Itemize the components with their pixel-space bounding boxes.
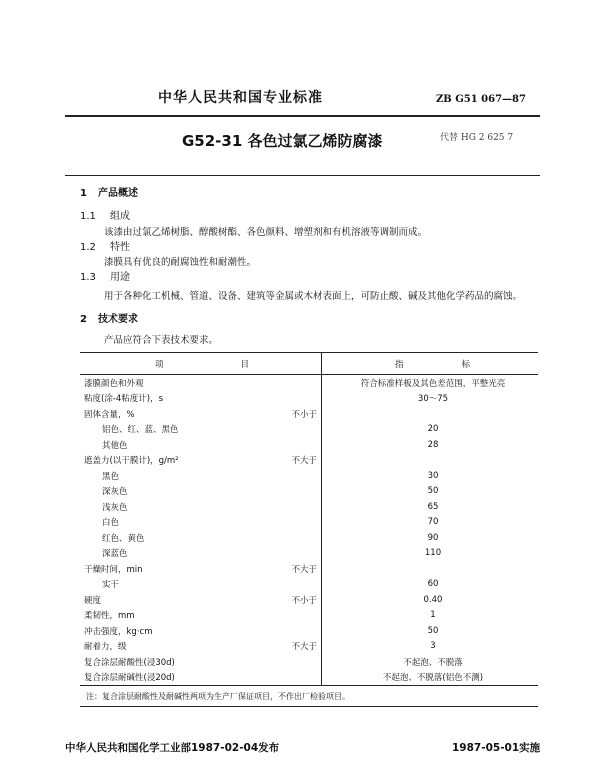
table-row [80, 639, 538, 655]
item-label: 遮盖力(以干膜计)，g/m² [84, 456, 179, 467]
section-1-heading [80, 184, 138, 199]
table-row [80, 577, 538, 593]
table-row [80, 515, 538, 531]
item-label: 耐着力，级 [84, 642, 127, 653]
item-label: 红色、黄色 [102, 533, 145, 544]
section-number: 1.1 [80, 211, 96, 222]
header-spec: 指 标 [328, 353, 538, 375]
item-label: 实干 [102, 580, 120, 591]
item-label: 白色 [102, 518, 120, 529]
table-row [80, 437, 538, 453]
item-label: 固体含量，% [84, 409, 135, 420]
row-value: 3 [430, 641, 436, 652]
row-value: 60 [427, 579, 439, 590]
item-label: 黑色 [102, 471, 120, 482]
section-1-1-heading [80, 207, 130, 222]
table-row [80, 561, 538, 577]
section-number: 1.3 [80, 272, 96, 283]
row-value [328, 406, 538, 422]
item-limit: 不小于 [291, 409, 317, 420]
section-2-text: 产品应符合下表技术要求。 [104, 335, 219, 346]
item-label: 干燥时间，min [84, 564, 143, 575]
row-value: 30～75 [417, 394, 449, 405]
section-2-heading [80, 310, 138, 325]
row-item [80, 375, 322, 391]
row-item [80, 546, 322, 562]
section-number: 2 [80, 314, 87, 325]
section-title: 组成 [110, 211, 130, 222]
row-value: 90 [427, 532, 439, 543]
section-1-1-text: 该漆由过氯乙烯树脂、醇酸树酯、各色颜料、增塑剂和有机溶液等调制而成。 [104, 227, 428, 238]
row-value: 符合标准样板及其色差范围，平整光亮 [360, 378, 506, 389]
item-limit: 不大于 [291, 456, 317, 467]
section-1-3-text: 用于各种化工机械、管道、设备、建筑等金属或木材表面上，可防止酸、碱及其他化学药品的腐蚀。 [104, 291, 523, 302]
table-row [80, 654, 538, 670]
row-item [80, 499, 322, 515]
row-item [80, 422, 322, 438]
table-header-row [80, 353, 538, 375]
table-row [80, 670, 538, 686]
table-note-row [80, 686, 538, 707]
replaces-note: 代替 HG 2 625 7 [440, 133, 514, 143]
table-row [80, 484, 538, 500]
table-row [80, 406, 538, 422]
row-value: 70 [427, 517, 439, 528]
row-item [80, 654, 322, 670]
row-item [80, 623, 322, 639]
row-value: 1 [430, 610, 436, 621]
item-label: 柔韧性，mm [84, 611, 135, 622]
item-label: 其他色 [102, 440, 128, 451]
row-item [80, 406, 322, 422]
section-title: 产品概述 [98, 188, 138, 199]
item-label: 漆膜颜色和外观 [84, 378, 144, 389]
header-item: 项 目 [80, 353, 322, 375]
effective-date: 1987-05-01实施 [452, 742, 541, 754]
table-row [80, 375, 538, 391]
row-value: 28 [427, 439, 439, 450]
table-row [80, 468, 538, 484]
item-limit: 不大于 [291, 642, 317, 653]
tech-requirements-table [80, 352, 538, 707]
section-number: 1 [80, 188, 87, 199]
item-label: 硬度 [84, 595, 102, 606]
row-value [328, 453, 538, 469]
row-item [80, 577, 322, 593]
row-value: 0.40 [423, 594, 443, 605]
section-title: 技术要求 [98, 314, 138, 325]
document-title: G52-31 各色过氯乙烯防腐漆 [182, 132, 383, 150]
table-row [80, 546, 538, 562]
table-row [80, 623, 538, 639]
item-limit: 不大于 [291, 564, 317, 575]
title-rule [65, 175, 540, 176]
row-value: 不起泡、不脱落 [403, 657, 463, 668]
item-label: 浅灰色 [102, 502, 128, 513]
row-value: 20 [427, 424, 439, 435]
table-row [80, 592, 538, 608]
item-label: 粘度(涂-4粘度计)，s [84, 394, 164, 405]
row-item [80, 592, 322, 608]
row-value: 110 [424, 548, 442, 559]
item-limit: 不小于 [291, 595, 317, 606]
row-item [80, 437, 322, 453]
issue-info: 中华人民共和国化学工业部1987-02-04发布 [65, 742, 280, 754]
row-item [80, 484, 322, 500]
row-value: 不起泡、不脱落(铝色不测) [328, 670, 538, 686]
section-1-2-heading [80, 238, 130, 253]
table-row [80, 391, 538, 407]
section-1-2-text: 漆膜具有优良的耐腐蚀性和耐潮性。 [104, 257, 257, 268]
table-row [80, 608, 538, 624]
item-label: 冲击强度，kg·cm [84, 626, 153, 637]
row-item [80, 453, 322, 469]
section-title: 用途 [110, 272, 130, 283]
row-value: 65 [427, 501, 439, 512]
section-number: 1.2 [80, 242, 96, 253]
table-row [80, 499, 538, 515]
section-1-3-heading [80, 268, 130, 283]
row-item [80, 561, 322, 577]
row-value: 30 [427, 470, 439, 481]
item-label: 复合涂层耐酸性(浸30d) [84, 657, 175, 668]
row-item [80, 608, 322, 624]
table-row [80, 530, 538, 546]
header-rule [65, 115, 540, 117]
table-note: 注：复合涂层耐酸性及耐碱性两项为生产厂保证项目，不作出厂检验项目。 [80, 686, 538, 707]
row-item [80, 515, 322, 531]
row-item [80, 670, 322, 686]
item-label: 复合涂层耐碱性(浸20d) [84, 673, 175, 684]
section-title: 特性 [110, 242, 130, 253]
row-item [80, 391, 322, 407]
table-row [80, 453, 538, 469]
standard-type: 中华人民共和国专业标准 [158, 90, 323, 106]
standard-code: ZB G51 067—87 [436, 94, 526, 105]
item-label: 深蓝色 [102, 549, 128, 560]
row-value: 50 [427, 625, 439, 636]
row-value: 50 [427, 486, 439, 497]
table-row [80, 422, 538, 438]
row-item [80, 639, 322, 655]
item-label: 深灰色 [102, 487, 128, 498]
row-item [80, 530, 322, 546]
item-label: 铝色、红、蓝、黑色 [102, 425, 179, 436]
row-item [80, 468, 322, 484]
row-value [328, 561, 538, 577]
